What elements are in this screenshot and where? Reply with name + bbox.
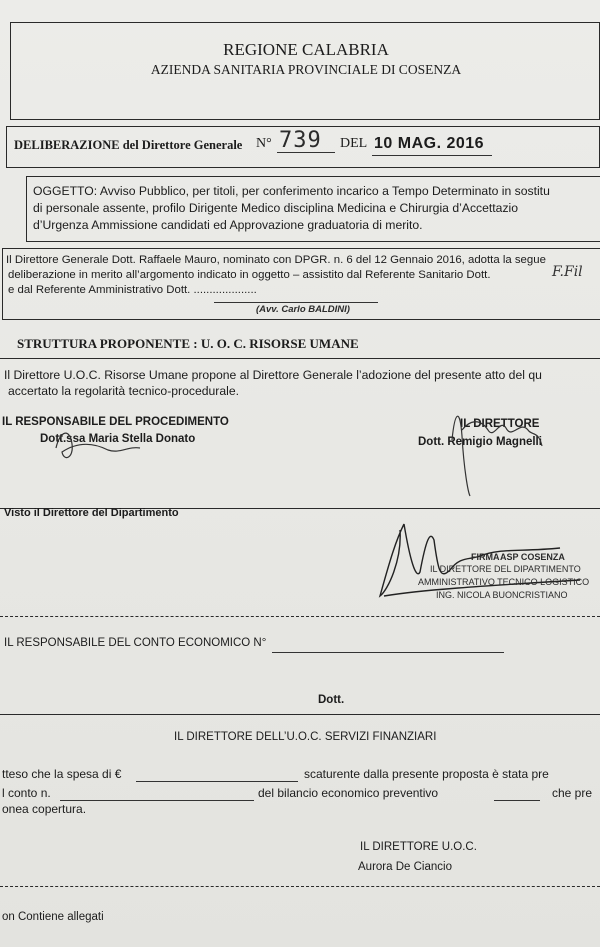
stamp-asp-cosenza: ASP COSENZA	[500, 552, 565, 562]
finance-line1-a: tteso che la spesa di €	[2, 767, 122, 781]
structure-text-2: accertato la regolarità tecnico-procedurale.	[8, 384, 240, 398]
responsible-title: IL RESPONSABILE DEL PROCEDIMENTO	[2, 416, 229, 428]
finance-signer-name: Aurora De Ciancio	[358, 861, 452, 873]
stamp-firma: FIRMA	[471, 552, 500, 562]
department-visto: Visto il Direttore del Dipartimento	[4, 507, 179, 519]
finance-budget-line	[494, 800, 540, 801]
intro-line-2: deliberazione in merito all’argomento indicato in oggetto – assistito dal Referente Sanitario Dott.	[8, 269, 491, 281]
structure-title: STRUTTURA PROPONENTE : U. O. C. RISORSE UMANE	[17, 336, 359, 351]
deliberation-date-line	[372, 155, 492, 156]
finance-line2-a: l conto n.	[2, 786, 51, 800]
agency-title: AZIENDA SANITARIA PROVINCIALE DI COSENZA	[150, 62, 462, 77]
director-name: Dott. Remigio Magnelli	[418, 436, 542, 448]
intro-line-3: e dal Referente Amministrativo Dott. ....................	[8, 284, 257, 296]
intro-handwritten-name: F.Fil	[552, 264, 583, 280]
economic-dott: Dott.	[318, 694, 345, 706]
subject-line-2: di personale assente, profilo Dirigente Medico disciplina Medicina e Chirurgia d’Accettazio	[33, 201, 519, 215]
finance-line1-b: scaturente dalla presente proposta è stata pre	[304, 767, 549, 781]
finance-dash-line	[0, 886, 600, 887]
deliberation-label: DELIBERAZIONE del Direttore Generale	[14, 138, 243, 152]
subject-line-1: OGGETTO: Avviso Pubblico, per titoli, per conferimento incarico a Tempo Determinato in sostitu	[33, 184, 550, 198]
region-title: REGIONE CALABRIA	[223, 40, 389, 59]
intro-stamp-line	[214, 302, 378, 303]
director-signature	[452, 416, 542, 496]
economic-label: IL RESPONSABILE DEL CONTO ECONOMICO N°	[4, 637, 267, 649]
finance-line2-b: del bilancio economico preventivo	[258, 786, 439, 800]
deliberation-number-label: N°	[256, 136, 272, 151]
stamp-administrative: AMMINISTRATIVO TECNICO LOGISTICO	[418, 577, 590, 587]
finance-title: IL DIRETTORE DELL’U.O.C. SERVIZI FINANZIARI	[174, 731, 437, 743]
director-title: IL DIRETTORE	[460, 418, 540, 430]
finance-line3: onea copertura.	[2, 802, 87, 816]
deliberation-number: 739	[279, 128, 322, 153]
stamp-engineer: ING. NICOLA BUONCRISTIANO	[436, 590, 568, 600]
finance-line2-c: che pre	[552, 786, 593, 800]
economic-line	[0, 714, 600, 715]
responsible-signature	[56, 433, 140, 457]
finance-account-line	[60, 800, 254, 801]
deliberation-number-line	[277, 152, 335, 153]
stamp-director-department: IL DIRETTORE DEL DIPARTIMENTO	[430, 564, 581, 574]
responsible-name: Dott.ssa Maria Stella Donato	[40, 433, 196, 445]
footer-attachments: on Contiene allegati	[2, 911, 104, 923]
structure-line	[0, 358, 600, 359]
deliberation-date-label: DEL	[340, 136, 368, 151]
structure-text-1: Il Direttore U.O.C. Risorse Umane propone al Direttore Generale l’adozione del presente atto del qu	[4, 368, 542, 382]
intro-stamp: (Avv. Carlo BALDINI)	[256, 304, 350, 315]
subject-line-3: d’Urgenza Ammissione candidati ed Approvazione graduatoria di merito.	[33, 218, 423, 232]
finance-amount-line	[136, 781, 298, 782]
intro-line-1: Il Direttore Generale Dott. Raffaele Mauro, nominato con DPGR. n. 6 del 12 Gennaio 2016, adotta la segue	[6, 254, 546, 266]
signature-scribbles-top	[0, 400, 600, 510]
department-dash-line	[0, 616, 600, 617]
economic-number-line	[272, 652, 504, 653]
deliberation-date: 10 MAG. 2016	[374, 135, 485, 152]
finance-signer-title: IL DIRETTORE U.O.C.	[360, 841, 477, 853]
